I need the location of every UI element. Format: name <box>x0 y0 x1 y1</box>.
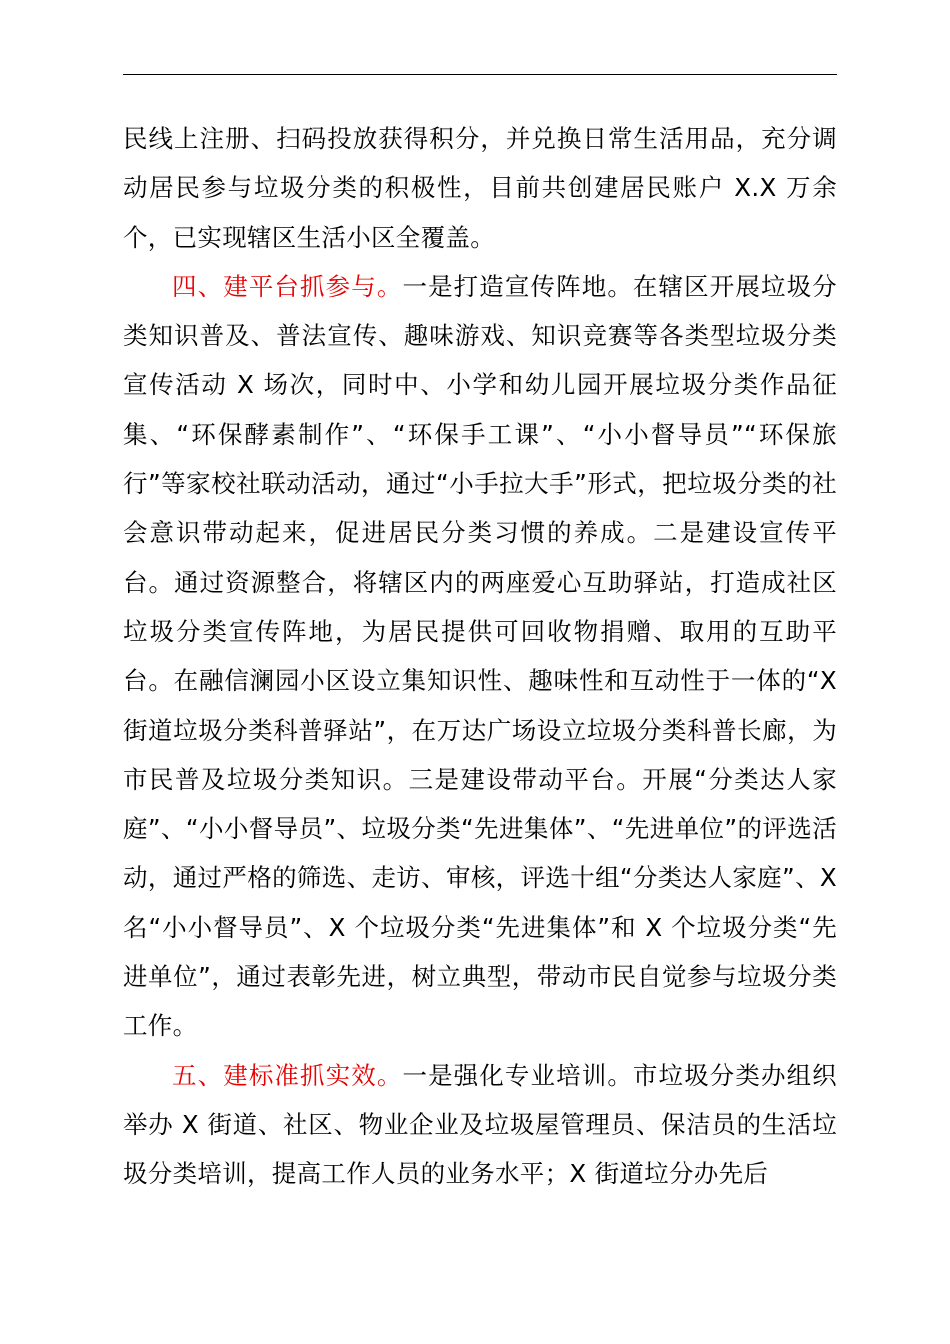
paragraph-continuation <box>123 114 837 262</box>
header-rule <box>123 74 837 75</box>
paragraph-section-five <box>123 1051 837 1199</box>
paragraph-section-four <box>123 262 837 1051</box>
paragraph-body: 一是打造宣传阵地。在辖区开展垃圾分类知识普及、普法宣传、趣味游戏、知识竞赛等各类型垃圾分类宣传活动 X 场次，同时中、小学和幼儿园开展垃圾分类作品征集、“环保酵素制作”、“环保手工课”、“小小督导员”“环保旅行”等家校社联动活动，通过“小手拉大手”形式，把垃圾分类的社会意识带动起来，促进居民分类习惯的养成。二是建设宣传平台。通过资源整合，将辖区内的两座爱心互助驿站，打造成社区垃圾分类宣传阵地，为居民提供可回收物捐赠、取用的互助平台。在融信澜园小区设立集知识性、趣味性和互动性于一体的“X 街道垃圾分类科普驿站”，在万达广场设立垃圾分类科普长廊，为市民普及垃圾分类知识。三是建设带动平台。开展“分类达人家庭”、“小小督导员”、垃圾分类“先进集体”、“先进单位”的评选活动，通过严格的筛选、走访、审核，评选十组“分类达人家庭”、X 名“小小督导员”、X 个垃圾分类“先进集体”和 X 个垃圾分类“先进单位”，通过表彰先进，树立典型，带动市民自觉参与垃圾分类工作。 <box>123 271 837 1041</box>
document-body <box>123 114 837 1199</box>
section-heading-five: 五、建标准抓实效。 <box>172 1060 403 1090</box>
section-heading-four: 四、建平台抓参与。 <box>172 271 403 301</box>
paragraph-body: 民线上注册、扫码投放获得积分，并兑换日常生活用品，充分调动居民参与垃圾分类的积极性，目前共创建居民账户 X.X 万余个，已实现辖区生活小区全覆盖。 <box>123 124 837 252</box>
paragraph-body: 一是强化专业培训。市垃圾分类办组织举办 X 街道、社区、物业企业及垃圾屋管理员、保洁员的生活垃圾分类培训，提高工作人员的业务水平；X 街道垃分办先后 <box>123 1060 837 1189</box>
